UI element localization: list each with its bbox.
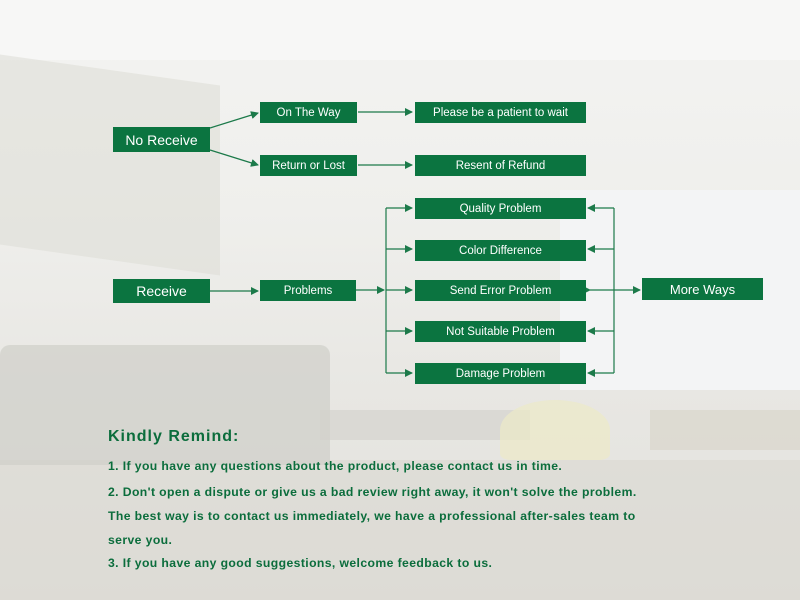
remind-line-4: serve you. <box>108 533 173 547</box>
remind-line-2: 2. Don't open a dispute or give us a bad review right away, it won't solve the problem. <box>108 485 637 499</box>
remind-line-5: 3. If you have any good suggestions, welcome feedback to us. <box>108 556 493 570</box>
box-receive: Receive <box>113 279 210 303</box>
box-color-difference: Color Difference <box>415 240 586 261</box>
box-not-suitable-problem: Not Suitable Problem <box>415 321 586 342</box>
arrow-no-receive-to-return-or-lost <box>210 150 258 165</box>
box-quality-problem: Quality Problem <box>415 198 586 219</box>
box-send-error-problem: Send Error Problem <box>415 280 586 301</box>
box-damage-problem: Damage Problem <box>415 363 586 384</box>
box-no-receive: No Receive <box>113 127 210 152</box>
box-on-the-way: On The Way <box>260 102 357 123</box>
box-please-wait: Please be a patient to wait <box>415 102 586 123</box>
box-resent-refund: Resent of Refund <box>415 155 586 176</box>
box-problems: Problems <box>260 280 356 301</box>
remind-line-3: The best way is to contact us immediately, we have a professional after-sales team to <box>108 509 636 523</box>
box-return-or-lost: Return or Lost <box>260 155 357 176</box>
box-more-ways: More Ways <box>642 278 763 300</box>
remind-line-1: 1. If you have any questions about the product, please contact us in time. <box>108 459 563 473</box>
arrow-no-receive-to-on-the-way <box>210 113 258 128</box>
remind-title: Kindly Remind: <box>108 428 240 445</box>
